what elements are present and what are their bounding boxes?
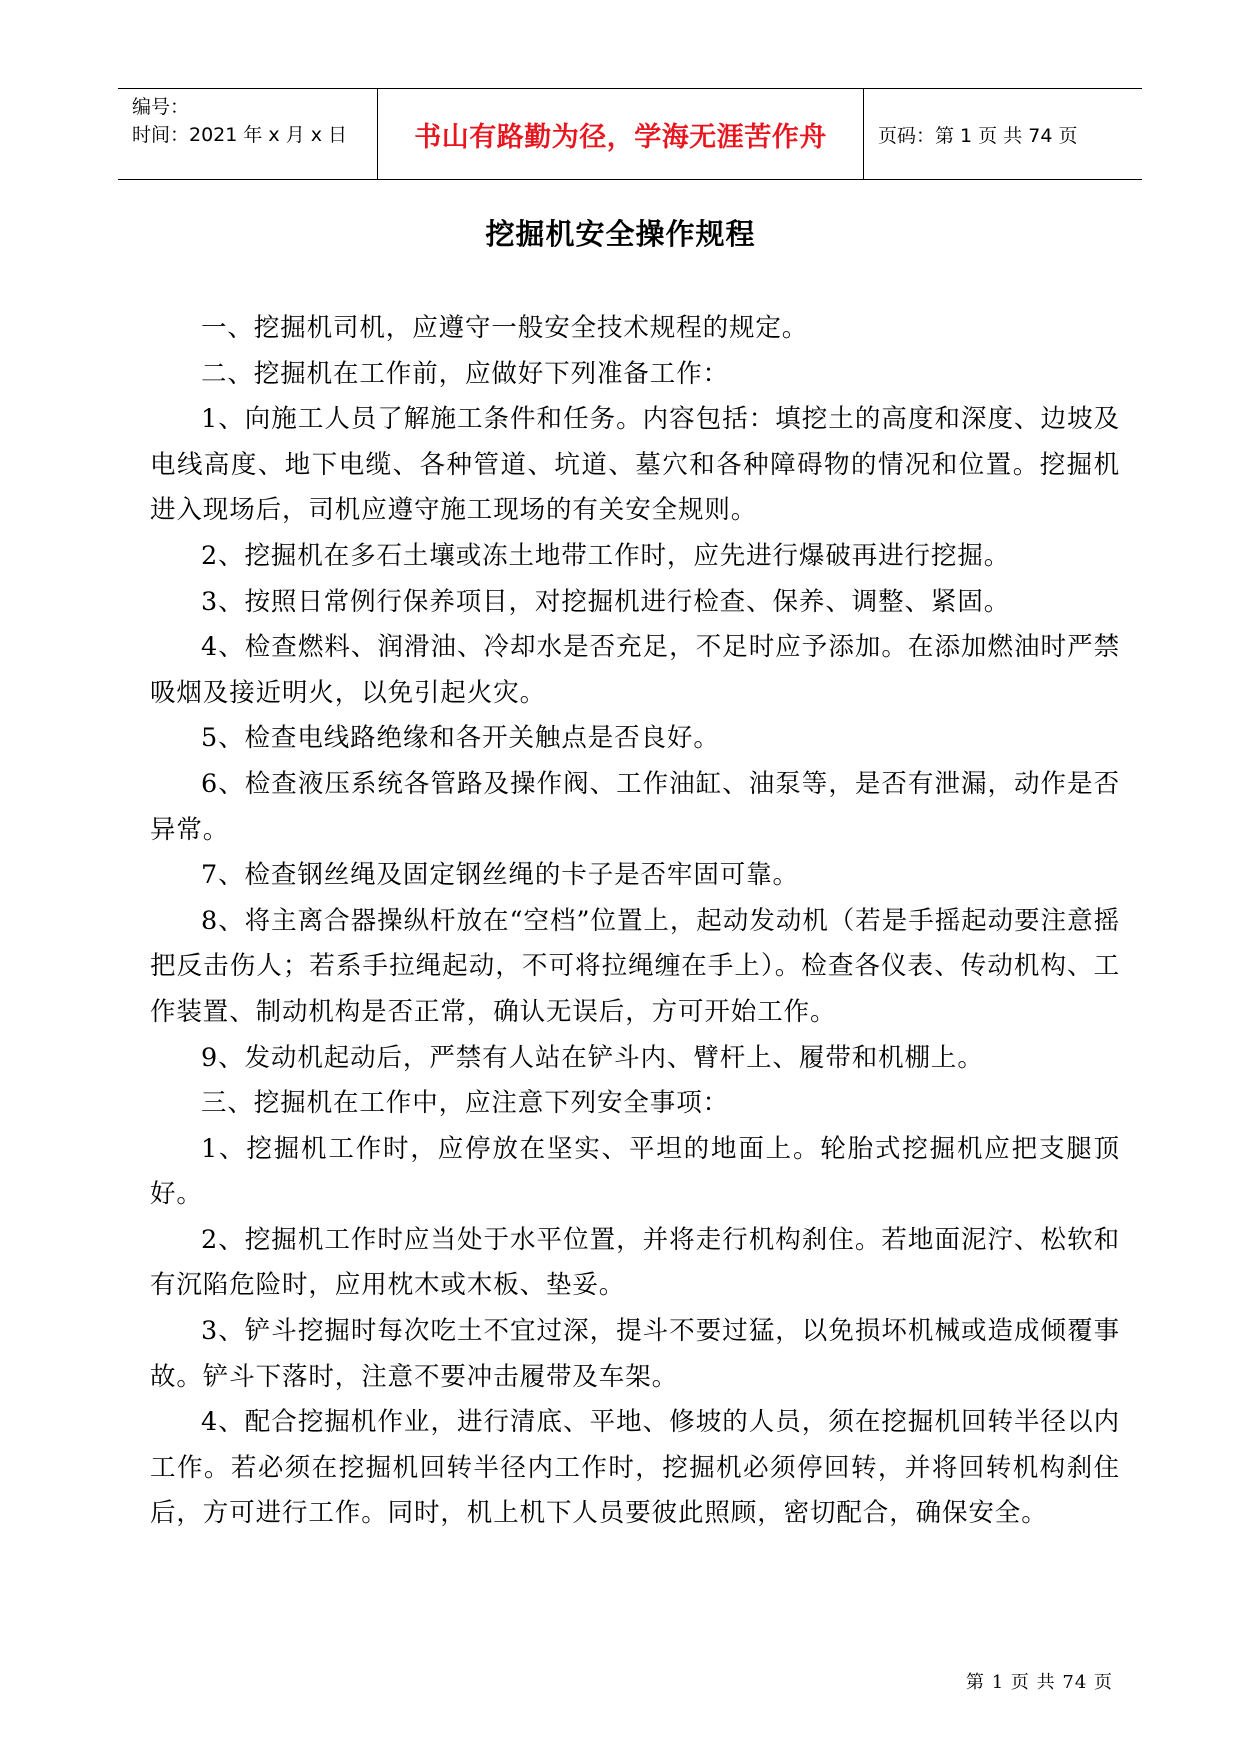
- paragraph: 1、挖掘机工作时，应停放在坚实、平坦的地面上。轮胎式挖掘机应把支腿顶好。: [150, 1133, 1120, 1210]
- paragraph: 7、检查钢丝绳及固定钢丝绳的卡子是否牢固可靠。: [201, 860, 799, 891]
- document-time-label: 时间：2021 年 x 月 x 日: [132, 124, 348, 146]
- document-body: [150, 306, 1120, 1537]
- paragraph: 6、检查液压系统各管路及操作阀、工作油缸、油泵等，是否有泄漏，动作是否异常。: [150, 768, 1120, 845]
- header-motto: 书山有路勤为径，学海无涯苦作舟: [378, 89, 864, 179]
- paragraph: 8、将主离合器操纵杆放在“空档”位置上，起动发动机（若是手摇起动要注意摇把反击伤人；若系手拉绳起动，不可将拉绳缠在手上）。检查各仪表、传动机构、工作装置、制动机构是否正常，确认无误后，方可开始工作。: [150, 905, 1120, 1027]
- header-table: [118, 88, 1142, 180]
- paragraph: 一、挖掘机司机，应遵守一般安全技术规程的规定。: [201, 313, 809, 343]
- paragraph: 5、检查电线路绝缘和各开关触点是否良好。: [201, 723, 720, 754]
- document-title: 挖掘机安全操作规程: [485, 217, 756, 251]
- paragraph: 2、挖掘机在多石土壤或冻土地带工作时，应先进行爆破再进行挖掘。: [201, 540, 1011, 571]
- paragraph: 9、发动机起动后，严禁有人站在铲斗内、臂杆上、履带和机棚上。: [201, 1042, 984, 1073]
- paragraph: 二、挖掘机在工作前，应做好下列准备工作：: [201, 358, 730, 389]
- paragraph: 3、按照日常例行保养项目，对挖掘机进行检查、保养、调整、紧固。: [201, 586, 1011, 617]
- paragraph: 4、配合挖掘机作业，进行清底、平地、修坡的人员，须在挖掘机回转半径以内工作。若必须在挖掘机回转半径内工作时，挖掘机必须停回转，并将回转机构刹住后，方可进行工作。同时，机上机下人员要彼此照顾，密切配合，确保安全。: [150, 1407, 1120, 1529]
- paragraph: 1、向施工人员了解施工条件和任务。内容包括：填挖土的高度和深度、边坡及电线高度、地下电缆、各种管道、坑道、墓穴和各种障碍物的情况和位置。挖掘机进入现场后，司机应遵守施工现场的有关安全规则。: [150, 404, 1120, 526]
- paragraph: 2、挖掘机工作时应当处于水平位置，并将走行机构刹住。若地面泥泞、松软和有沉陷危险时，应用枕木或木板、垫妥。: [150, 1224, 1120, 1301]
- paragraph: 三、挖掘机在工作中，应注意下列安全事项：: [201, 1088, 730, 1119]
- paragraph: 3、铲斗挖掘时每次吃土不宜过深，提斗不要过猛，以免损坏机械或造成倾覆事故。铲斗下落时，注意不要冲击履带及车架。: [150, 1316, 1120, 1392]
- header-info-cell: [118, 89, 378, 179]
- header-page-number: 页码：第 1 页 共 74 页: [878, 124, 1078, 147]
- document-number-label: 编号：: [132, 96, 190, 118]
- paragraph: 4、检查燃料、润滑油、冷却水是否充足，不足时应予添加。在添加燃油时严禁吸烟及接近明火，以免引起火灾。: [150, 632, 1120, 708]
- footer-page-number: 第 1 页 共 74 页: [966, 1672, 1113, 1693]
